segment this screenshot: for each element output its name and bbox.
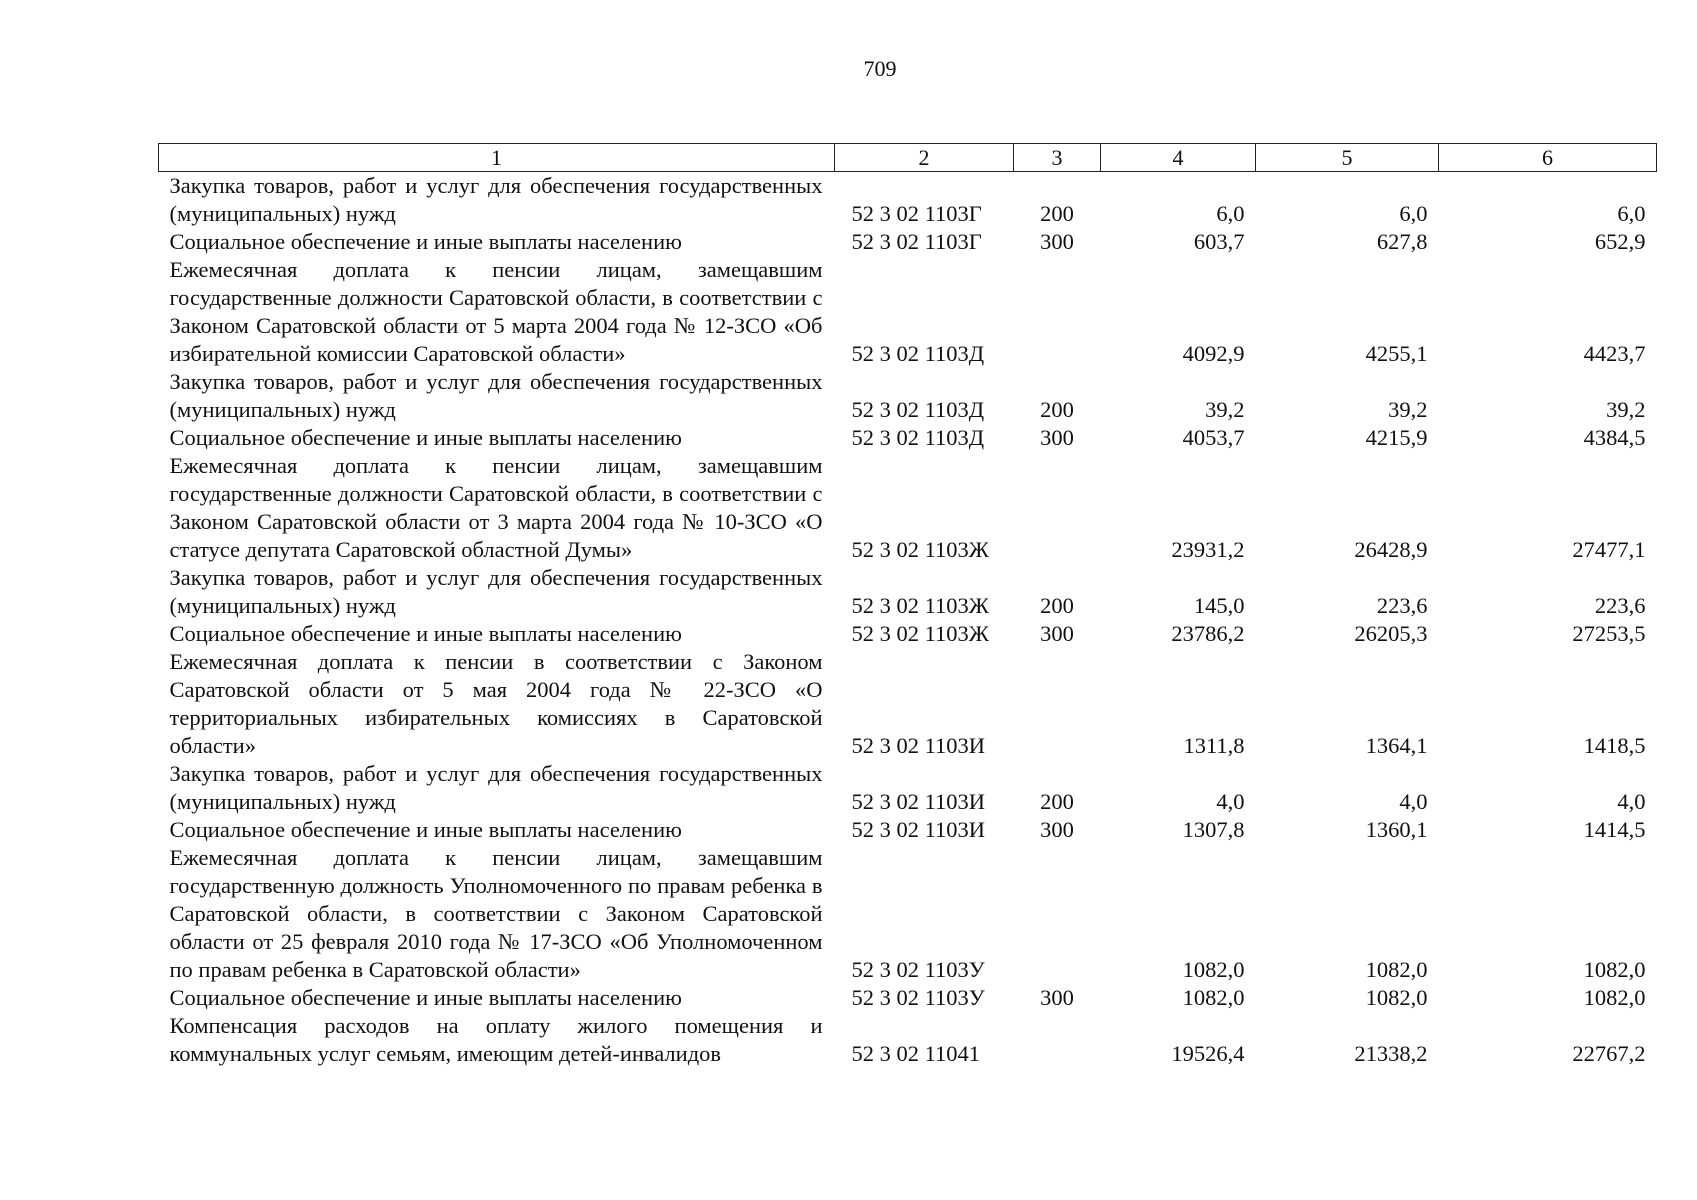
page-number: 709	[863, 56, 897, 81]
table-row	[159, 172, 1657, 229]
table-row	[159, 648, 1657, 760]
table-row	[159, 760, 1657, 816]
row-type-cell: 300	[1040, 985, 1074, 1010]
budget-table	[158, 143, 1657, 1068]
table-row	[159, 844, 1657, 984]
row-value-year3-cell: 4384,5	[1583, 425, 1646, 450]
row-name-cell: Социальное обеспечение и иные выплаты населению	[169, 229, 682, 254]
row-code-cell: 52 3 02 1103Ж	[851, 537, 989, 562]
row-code-cell: 52 3 02 1103У	[851, 985, 985, 1010]
row-name-cell: Закупка товаров, работ и услуг для обеспечения государственных (муниципальных) нужд	[169, 565, 823, 618]
row-type-cell	[1014, 452, 1101, 564]
column-header-3: 3	[1014, 144, 1101, 172]
row-name-cell: Компенсация расходов на оплату жилого помещения и коммунальных услуг семьям, имеющим детей-инвалидов	[169, 1013, 823, 1066]
row-value-year1-cell: 23786,2	[1171, 621, 1245, 646]
row-name-cell: Социальное обеспечение и иные выплаты населению	[169, 985, 682, 1010]
column-header-5: 5	[1256, 144, 1439, 172]
row-value-year1-cell: 1082,0	[1182, 985, 1245, 1010]
row-value-year1-cell: 6,0	[1216, 201, 1245, 226]
row-value-year3-cell: 1082,0	[1583, 957, 1646, 982]
column-header-2: 2	[835, 144, 1014, 172]
row-value-year2-cell: 1082,0	[1365, 985, 1428, 1010]
row-code-cell: 52 3 02 1103Д	[851, 397, 985, 422]
row-value-year3-cell: 27253,5	[1572, 621, 1646, 646]
row-value-year2-cell: 1360,1	[1365, 817, 1428, 842]
row-name-cell: Закупка товаров, работ и услуг для обеспечения государственных (муниципальных) нужд	[169, 369, 823, 422]
row-value-year2-cell: 1082,0	[1365, 957, 1428, 982]
row-type-cell	[1014, 844, 1101, 984]
row-code-cell: 52 3 02 1103И	[851, 733, 986, 758]
row-value-year3-cell: 39,2	[1606, 397, 1646, 422]
row-type-cell: 200	[1040, 789, 1074, 814]
row-value-year2-cell: 627,8	[1376, 229, 1428, 254]
row-name-cell: Социальное обеспечение и иные выплаты населению	[169, 817, 682, 842]
header-row	[159, 144, 1657, 172]
row-name-cell: Закупка товаров, работ и услуг для обеспечения государственных (муниципальных) нужд	[169, 761, 823, 814]
row-value-year2-cell: 4255,1	[1365, 341, 1428, 366]
row-value-year3-cell: 223,6	[1594, 593, 1646, 618]
row-type-cell	[1014, 1012, 1101, 1068]
table-row	[159, 452, 1657, 564]
table-row	[159, 816, 1657, 844]
row-name-cell: Социальное обеспечение и иные выплаты населению	[169, 425, 682, 450]
row-value-year2-cell: 26205,3	[1354, 621, 1428, 646]
row-type-cell: 300	[1040, 229, 1074, 254]
row-value-year1-cell: 39,2	[1205, 397, 1245, 422]
row-value-year3-cell: 4423,7	[1583, 341, 1646, 366]
row-name-cell: Ежемесячная доплата к пенсии лицам, замещавшим государственные должности Саратовской области, в соответствии с Законом Саратовской области от 3 марта 2004 года № 10-ЗСО «О статусе депутата Саратовской областной Думы»	[169, 453, 823, 562]
table-row	[159, 424, 1657, 452]
row-value-year3-cell: 22767,2	[1572, 1041, 1646, 1066]
row-code-cell: 52 3 02 1103У	[851, 957, 985, 982]
row-value-year3-cell: 4,0	[1617, 789, 1646, 814]
row-type-cell: 200	[1040, 593, 1074, 618]
row-type-cell	[1014, 648, 1101, 760]
table-header	[159, 144, 1657, 172]
table-row	[159, 984, 1657, 1012]
row-value-year1-cell: 23931,2	[1171, 537, 1245, 562]
row-code-cell: 52 3 02 1103Д	[851, 341, 985, 366]
row-value-year1-cell: 1311,8	[1183, 733, 1245, 758]
row-value-year2-cell: 4,0	[1399, 789, 1428, 814]
column-header-6: 6	[1439, 144, 1657, 172]
row-value-year2-cell: 6,0	[1399, 201, 1428, 226]
row-type-cell	[1014, 256, 1101, 368]
row-value-year3-cell: 1082,0	[1583, 985, 1646, 1010]
row-type-cell: 300	[1040, 817, 1074, 842]
table-row	[159, 256, 1657, 368]
table-row	[159, 620, 1657, 648]
column-header-1: 1	[159, 144, 835, 172]
table-row	[159, 368, 1657, 424]
row-name-cell: Ежемесячная доплата к пенсии лицам, замещавшим государственную должность Уполномоченного по правам ребенка в Саратовской области, в соответствии с Законом Саратовской области от 25 февраля 2010 года № 17-ЗСО «Об Уполномоченном по правам ребенка в Саратовской области»	[169, 845, 823, 982]
row-code-cell: 52 3 02 1103Ж	[851, 621, 989, 646]
row-code-cell: 52 3 02 1103Г	[851, 229, 982, 254]
row-value-year1-cell: 4053,7	[1182, 425, 1245, 450]
row-type-cell: 300	[1040, 425, 1074, 450]
row-type-cell: 300	[1040, 621, 1074, 646]
row-name-cell: Ежемесячная доплата к пенсии лицам, замещавшим государственные должности Саратовской области, в соответствии с Законом Саратовской области от 5 марта 2004 года № 12-ЗСО «Об избирательной комиссии Саратовской области»	[169, 257, 823, 366]
row-value-year1-cell: 4,0	[1216, 789, 1245, 814]
column-header-4: 4	[1101, 144, 1256, 172]
row-value-year3-cell: 27477,1	[1572, 537, 1646, 562]
row-value-year2-cell: 21338,2	[1354, 1041, 1428, 1066]
row-name-cell: Закупка товаров, работ и услуг для обеспечения государственных (муниципальных) нужд	[169, 173, 823, 226]
row-value-year1-cell: 19526,4	[1171, 1041, 1245, 1066]
row-value-year2-cell: 26428,9	[1354, 537, 1428, 562]
table-row	[159, 564, 1657, 620]
row-value-year3-cell: 652,9	[1594, 229, 1646, 254]
row-value-year1-cell: 4092,9	[1182, 341, 1245, 366]
row-code-cell: 52 3 02 1103И	[851, 817, 986, 842]
row-value-year1-cell: 1082,0	[1182, 957, 1245, 982]
row-code-cell: 52 3 02 11041	[851, 1041, 981, 1066]
row-value-year3-cell: 6,0	[1617, 201, 1646, 226]
row-type-cell: 200	[1040, 397, 1074, 422]
row-value-year1-cell: 603,7	[1193, 229, 1245, 254]
row-value-year2-cell: 39,2	[1388, 397, 1428, 422]
row-value-year3-cell: 1414,5	[1583, 817, 1646, 842]
row-value-year2-cell: 1364,1	[1365, 733, 1428, 758]
table-row	[159, 228, 1657, 256]
row-value-year1-cell: 145,0	[1193, 593, 1245, 618]
row-value-year3-cell: 1418,5	[1583, 733, 1646, 758]
row-type-cell: 200	[1040, 201, 1074, 226]
row-value-year2-cell: 223,6	[1376, 593, 1428, 618]
row-value-year1-cell: 1307,8	[1182, 817, 1245, 842]
row-name-cell: Социальное обеспечение и иные выплаты населению	[169, 621, 682, 646]
row-code-cell: 52 3 02 1103Г	[851, 201, 982, 226]
table-row	[159, 1012, 1657, 1068]
table-body	[159, 172, 1657, 1069]
row-code-cell: 52 3 02 1103Ж	[851, 593, 989, 618]
row-name-cell: Ежемесячная доплата к пенсии в соответствии с Законом Саратовской области от 5 мая 2004 года № 22-ЗСО «О территориальных избирательных комиссиях в Саратовской области»	[169, 649, 823, 758]
row-value-year2-cell: 4215,9	[1365, 425, 1428, 450]
row-code-cell: 52 3 02 1103И	[851, 789, 986, 814]
row-code-cell: 52 3 02 1103Д	[851, 425, 985, 450]
